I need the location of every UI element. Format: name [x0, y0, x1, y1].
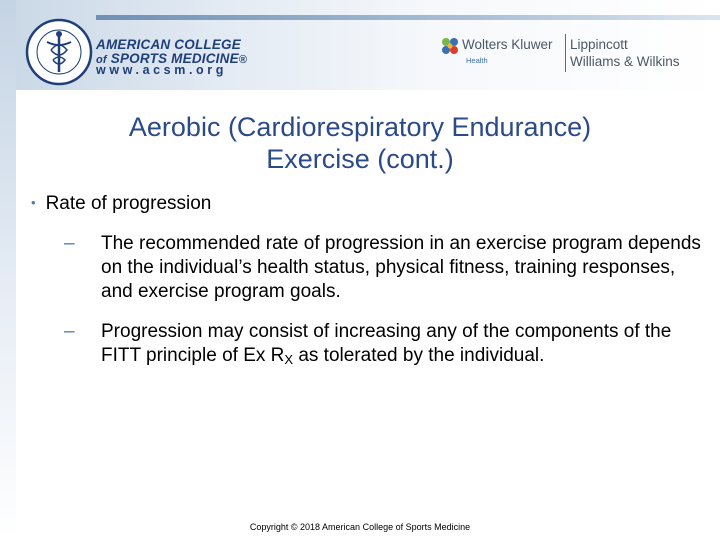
acsm-seal-icon: [25, 18, 93, 86]
publisher-name: Wolters Kluwer: [462, 37, 553, 52]
publisher-division: Health: [466, 56, 488, 65]
acsm-name-line1: AMERICAN COLLEGE: [96, 37, 241, 52]
sub-item-2-subscript: X: [284, 352, 294, 367]
sub-item-2: [64, 320, 704, 369]
left-gradient-band: [0, 0, 16, 540]
slide-title: [40, 111, 680, 175]
sub-item-1-dash: –: [64, 233, 75, 254]
acsm-of: of: [96, 54, 107, 66]
sub-item-2-text: [101, 320, 704, 369]
imprint-line1: Lippincott: [570, 37, 628, 52]
slide-title-line1: Aerobic (Cardiorespiratory Endurance): [128, 112, 592, 142]
bullet-text: Rate of progression: [45, 193, 212, 214]
slide-title-line2: Exercise (cont.): [266, 144, 454, 174]
acsm-url: www.acsm.org: [96, 63, 227, 77]
sub-item-2-text-before: Progression may consist of increasing any of the components of the FITT principle of Ex R: [101, 321, 672, 366]
bullet-item: [31, 193, 211, 215]
sub-item-2-dash: –: [64, 321, 75, 342]
bullet-dot: •: [31, 195, 36, 210]
copyright-footer: Copyright © 2018 American College of Sports Medicine: [249, 522, 471, 532]
header-rule: [96, 15, 720, 20]
wolters-kluwer-logo-icon: [440, 36, 460, 56]
imprint-line2: Williams & Wilkins: [570, 54, 680, 69]
sub-item-2-text-after: as tolerated by the individual.: [293, 345, 545, 366]
acsm-sports-medicine: SPORTS MEDICINE: [110, 51, 239, 66]
acsm-registered-mark: ®: [238, 54, 248, 66]
publisher-divider: [565, 34, 566, 72]
sub-item-1: [64, 232, 704, 304]
sub-item-1-text: The recommended rate of progression in an exercise program depends on the individual’s health status, physical fitness, training responses, and exercise program goals.: [101, 233, 701, 302]
